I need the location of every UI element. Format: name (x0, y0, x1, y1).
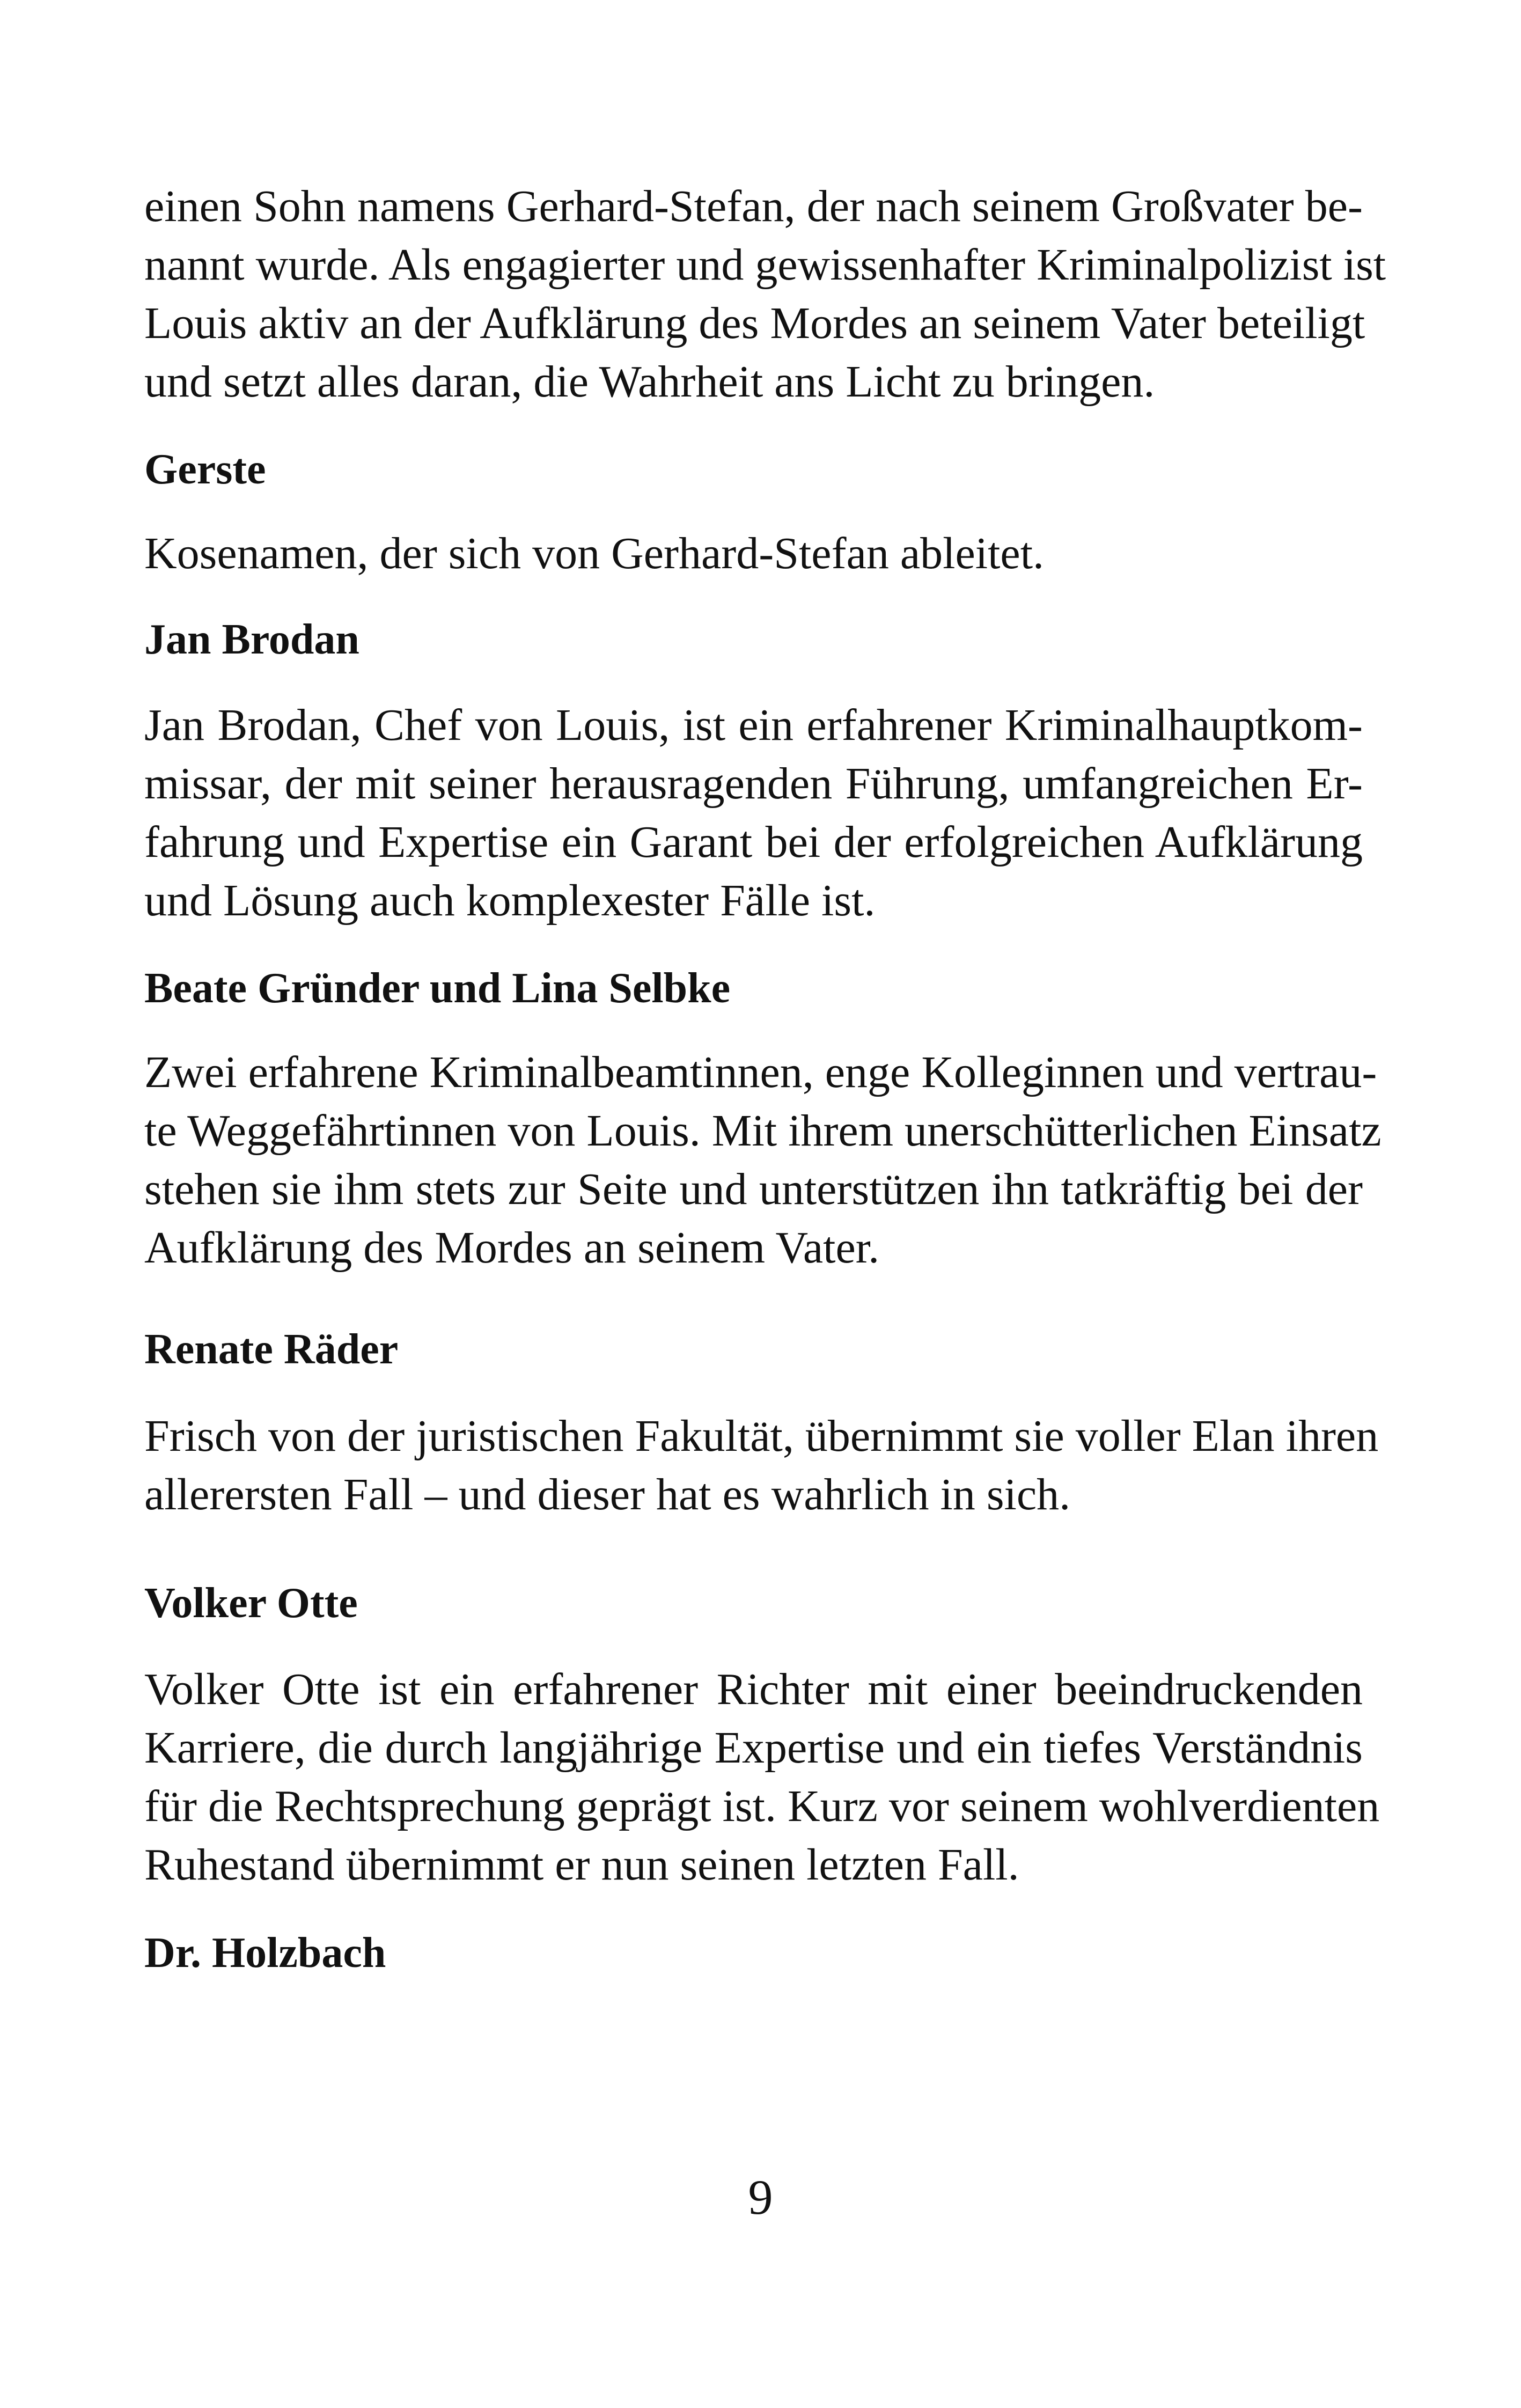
text-line: missar, der mit seiner herausragenden Führung, umfangreichen Er- (144, 759, 1363, 809)
entry-text-gerste (144, 524, 1363, 583)
text-line: Karriere, die durch langjährige Expertise und ein tiefes Verständnis (144, 1723, 1363, 1773)
text-line: nannt wurde. Als engagierter und gewissenhafter Kriminalpolizist ist (144, 240, 1386, 290)
entry-heading-volker-otte: Volker Otte (144, 1580, 358, 1627)
text-line: Ruhestand übernimmt er nun seinen letzten Fall. (144, 1840, 1019, 1890)
text-line: Louis aktiv an der Aufklärung des Mordes an seinem Vater beteiligt (144, 298, 1365, 348)
text-line: einen Sohn namens Gerhard-Stefan, der nach seinem Großvater be- (144, 181, 1363, 231)
text-line: Frisch von der juristischen Fakultät, übernimmt sie voller Elan ihren (144, 1411, 1379, 1461)
entry-text-renate-raeder (144, 1407, 1379, 1524)
text-line: und Lösung auch komplexester Fälle ist. (144, 876, 876, 926)
entry-text-volker-otte (144, 1660, 1380, 1894)
entry-heading-jan-brodan: Jan Brodan (144, 616, 359, 663)
text-line: Aufklärung des Mordes an seinem Vater. (144, 1223, 880, 1273)
entry-text-beate-lina (144, 1043, 1382, 1277)
page-number: 9 (748, 2170, 773, 2225)
entry-heading-renate-raeder: Renate Räder (144, 1326, 399, 1373)
text-line: Jan Brodan, Chef von Louis, ist ein erfahrener Kriminalhauptkom- (144, 700, 1363, 750)
text-line: Zwei erfahrene Kriminalbeamtinnen, enge Kolleginnen und vertrau- (144, 1047, 1377, 1097)
entry-text-jan-brodan (144, 696, 1363, 930)
entry-heading-dr-holzbach: Dr. Holzbach (144, 1929, 386, 1977)
text-line: stehen sie ihm stets zur Seite und unterstützen ihn tatkräftig bei der (144, 1164, 1363, 1214)
entry-heading-gerste: Gerste (144, 446, 266, 493)
intro-paragraph (144, 177, 1386, 411)
text-line: für die Rechtsprechung geprägt ist. Kurz vor seinem wohlverdienten (144, 1781, 1380, 1831)
text-line: fahrung und Expertise ein Garant bei der erfolgreichen Aufklärung (144, 817, 1363, 867)
text-line: und setzt alles daran, die Wahrheit ans Licht zu bringen. (144, 357, 1155, 407)
text-line: allerersten Fall – und dieser hat es wahrlich in sich. (144, 1470, 1071, 1519)
entry-heading-beate-lina: Beate Gründer und Lina Selbke (144, 965, 731, 1012)
text-line: Kosenamen, der sich von Gerhard-Stefan ableitet. (144, 528, 1045, 578)
text-line: te Weggefährtinnen von Louis. Mit ihrem unerschütterlichen Einsatz (144, 1106, 1382, 1156)
text-line: Volker Otte ist ein erfahrener Richter mit einer beeindruckenden (144, 1664, 1363, 1714)
